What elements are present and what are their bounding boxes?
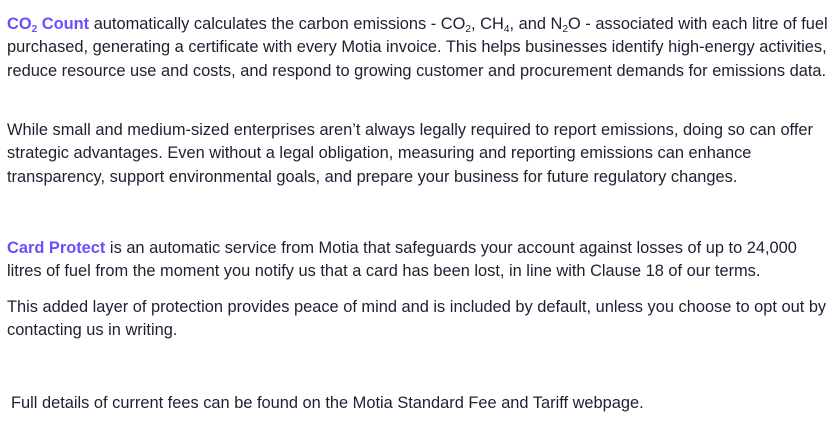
emissions-reporting-paragraph: While small and medium-sized enterprises aren’t always legally required to report emissions, doing so can offer strategic advantages. Even without a legal obligation, measuring and reporting emissions can enhance transparency, support environmental goals, and prepare your business for future regulatory changes.	[7, 121, 813, 186]
card-protect-description	[7, 237, 829, 284]
co2-subscript: 2	[465, 23, 472, 35]
n2o-subscript: 2	[562, 23, 568, 35]
fee-details-note: Full details of current fees can be found on the Motia Standard Fee and Tariff webpage.	[11, 394, 644, 412]
co2-text-b: , CH	[471, 15, 504, 33]
co2-count-description	[7, 13, 829, 83]
co2-brand-suffix: Count	[37, 15, 90, 33]
co2-text-c: , and N	[509, 15, 563, 33]
card-protect-optout-paragraph: This added layer of protection provides peace of mind and is included by default, unless you choose to opt out by contacting us in writing.	[7, 298, 827, 340]
co2-brand-subscript: 2	[31, 23, 38, 35]
co2-count-brand	[7, 15, 89, 33]
card-protect-text: is an automatic service from Motia that safeguards your account against losses of up to 24,000 litres of fuel from the moment you notify us that a card has been lost, in line with Clause 18 of our terms.	[7, 239, 797, 281]
co2-brand-main: CO	[7, 15, 32, 33]
card-protect-brand: Card Protect	[7, 239, 106, 257]
co2-text-a: automatically calculates the carbon emissions - CO	[89, 15, 466, 33]
ch4-subscript: 4	[503, 23, 510, 35]
co2-text-d: O - associated with each litre of fuel purchased, generating a certificate with every Motia invoice. This helps businesses identify high-energy activities, reduce resource use and costs, and respond to growing customer and procurement demands for emissions data.	[7, 15, 828, 80]
